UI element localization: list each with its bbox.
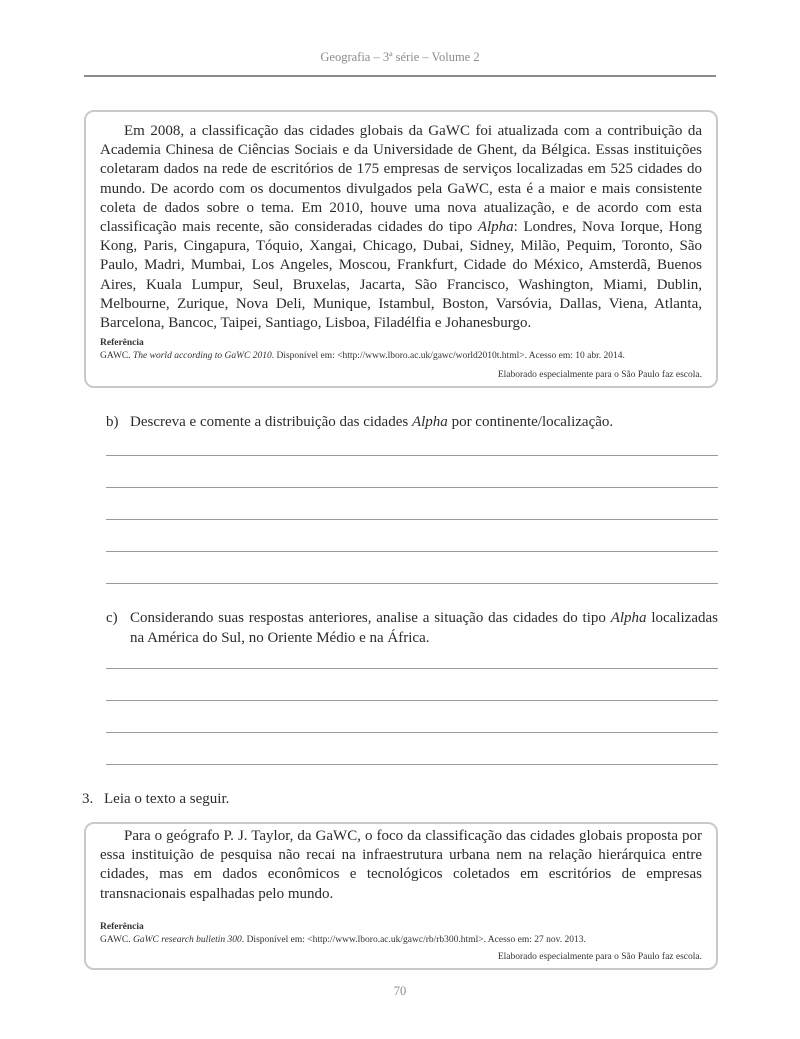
box-paragraph: Para o geógrafo P. J. Taylor, da GaWC, o foco da classificação das cidades globais proposta por essa instituição de pesquisa não recai na infraestrutura urbana nem na relação hierárquica entre cidades, mas em dados econômicos e tecnológicos coletados em escritórios de empresas transnacionais espalhadas pelo mundo. xyxy=(100,828,702,902)
reference-text xyxy=(100,935,702,945)
question-b xyxy=(82,413,718,433)
reference-label: Referência xyxy=(100,338,144,348)
box-paragraph-text-1: Em 2008, a classificação das cidades globais da GaWC foi atualizada com a contribuição da Academia Chinesa de Ciências Sociais e da Universidade de Ghent, da Bélgica. Essas instituições coletaram dados na rede de escritórios de 175 empresas de serviços localizadas em 525 cidades do mundo. De acordo com os documentos divulgados pela GaWC, esta é a maior e mais consistente coleta de dados sobre o tema. Em 2010, houve uma nova atualização, e de acordo com esta classificação mais recente, são consideradas cidades do tipo xyxy=(100,123,702,236)
question-b-alpha: Alpha xyxy=(411,414,448,430)
reference-prefix: GAWC. xyxy=(100,935,134,945)
reference-label: Referência xyxy=(100,922,144,932)
question-c-text-2: localizadas na América do Sul, no Oriente Médio e na África. xyxy=(130,610,718,646)
reference-title: The world according to GaWC 2010 xyxy=(133,351,272,361)
question-b-label: b) xyxy=(106,414,119,430)
question-c xyxy=(82,609,718,648)
running-header: Geografia – 3ª série – Volume 2 xyxy=(320,50,480,64)
credit-line: Elaborado especialmente para o São Paulo faz escola. xyxy=(497,370,702,380)
reference-prefix: GAWC. xyxy=(100,351,134,361)
answer-line[interactable] xyxy=(106,732,718,733)
question-c-text xyxy=(130,609,718,648)
page-number: 70 xyxy=(393,984,407,998)
alpha-term: Alpha xyxy=(477,219,514,236)
reference-suffix: . Disponível em: <http://www.lboro.ac.uk/gawc/world2010t.html>. Acesso em: 10 abr. 2014. xyxy=(271,351,625,361)
question-b-text-1: Descreva e comente a distribuição das cidades xyxy=(130,414,412,430)
question-b-text xyxy=(130,413,718,433)
reference-title: GaWC research bulletin 300 xyxy=(133,935,242,945)
box-paragraph-text-2: : Londres, Nova Iorque, Hong Kong, Paris, Cingapura, Tóquio, Xangai, Chicago, Dubai, Sidney, Milão, Pequim, Toronto, São Paulo, Madri, Mumbai, Los Angeles, Moscou, Frankfurt, Cidade do México, Amsterdã, Buenos Aires, Kuala Lumpur, Seul, Bruxelas, Jacarta, São Francisco, Washington, Miami, Dublin, Melbourne, Zurique, Nova Deli, Munique, Istambul, Boston, Varsóvia, Dallas, Viena, Atlanta, Barcelona, Bancoc, Taipei, Santiago, Lisboa, Filadélfia e Johanesburgo. xyxy=(100,219,702,332)
text-box-gawc-2010 xyxy=(84,110,718,388)
answer-line[interactable] xyxy=(106,700,718,701)
answer-line[interactable] xyxy=(106,487,718,488)
reference-text xyxy=(100,351,702,361)
question-c-text-1: Considerando suas respostas anteriores, analise a situação das cidades do tipo xyxy=(130,610,611,626)
box-paragraph xyxy=(100,122,702,333)
credit-line: Elaborado especialmente para o São Paulo faz escola. xyxy=(497,952,702,962)
question-3 xyxy=(82,790,718,810)
question-3-label: 3. xyxy=(82,791,94,807)
question-b-text-2: por continente/localização. xyxy=(447,414,614,430)
answer-line[interactable] xyxy=(106,519,718,520)
answer-line[interactable] xyxy=(106,764,718,765)
question-3-text: Leia o texto a seguir. xyxy=(104,791,230,807)
reference-suffix: . Disponível em: <http://www.lboro.ac.uk/gawc/rb/rb300.html>. Acesso em: 27 nov. 2013. xyxy=(241,935,586,945)
answer-line[interactable] xyxy=(106,668,718,669)
answer-line[interactable] xyxy=(106,583,718,584)
header-rule xyxy=(84,75,716,77)
text-box-taylor xyxy=(84,822,718,970)
question-c-label: c) xyxy=(106,610,118,626)
answer-line[interactable] xyxy=(106,551,718,552)
question-c-alpha: Alpha xyxy=(610,610,647,626)
answer-line[interactable] xyxy=(106,455,718,456)
